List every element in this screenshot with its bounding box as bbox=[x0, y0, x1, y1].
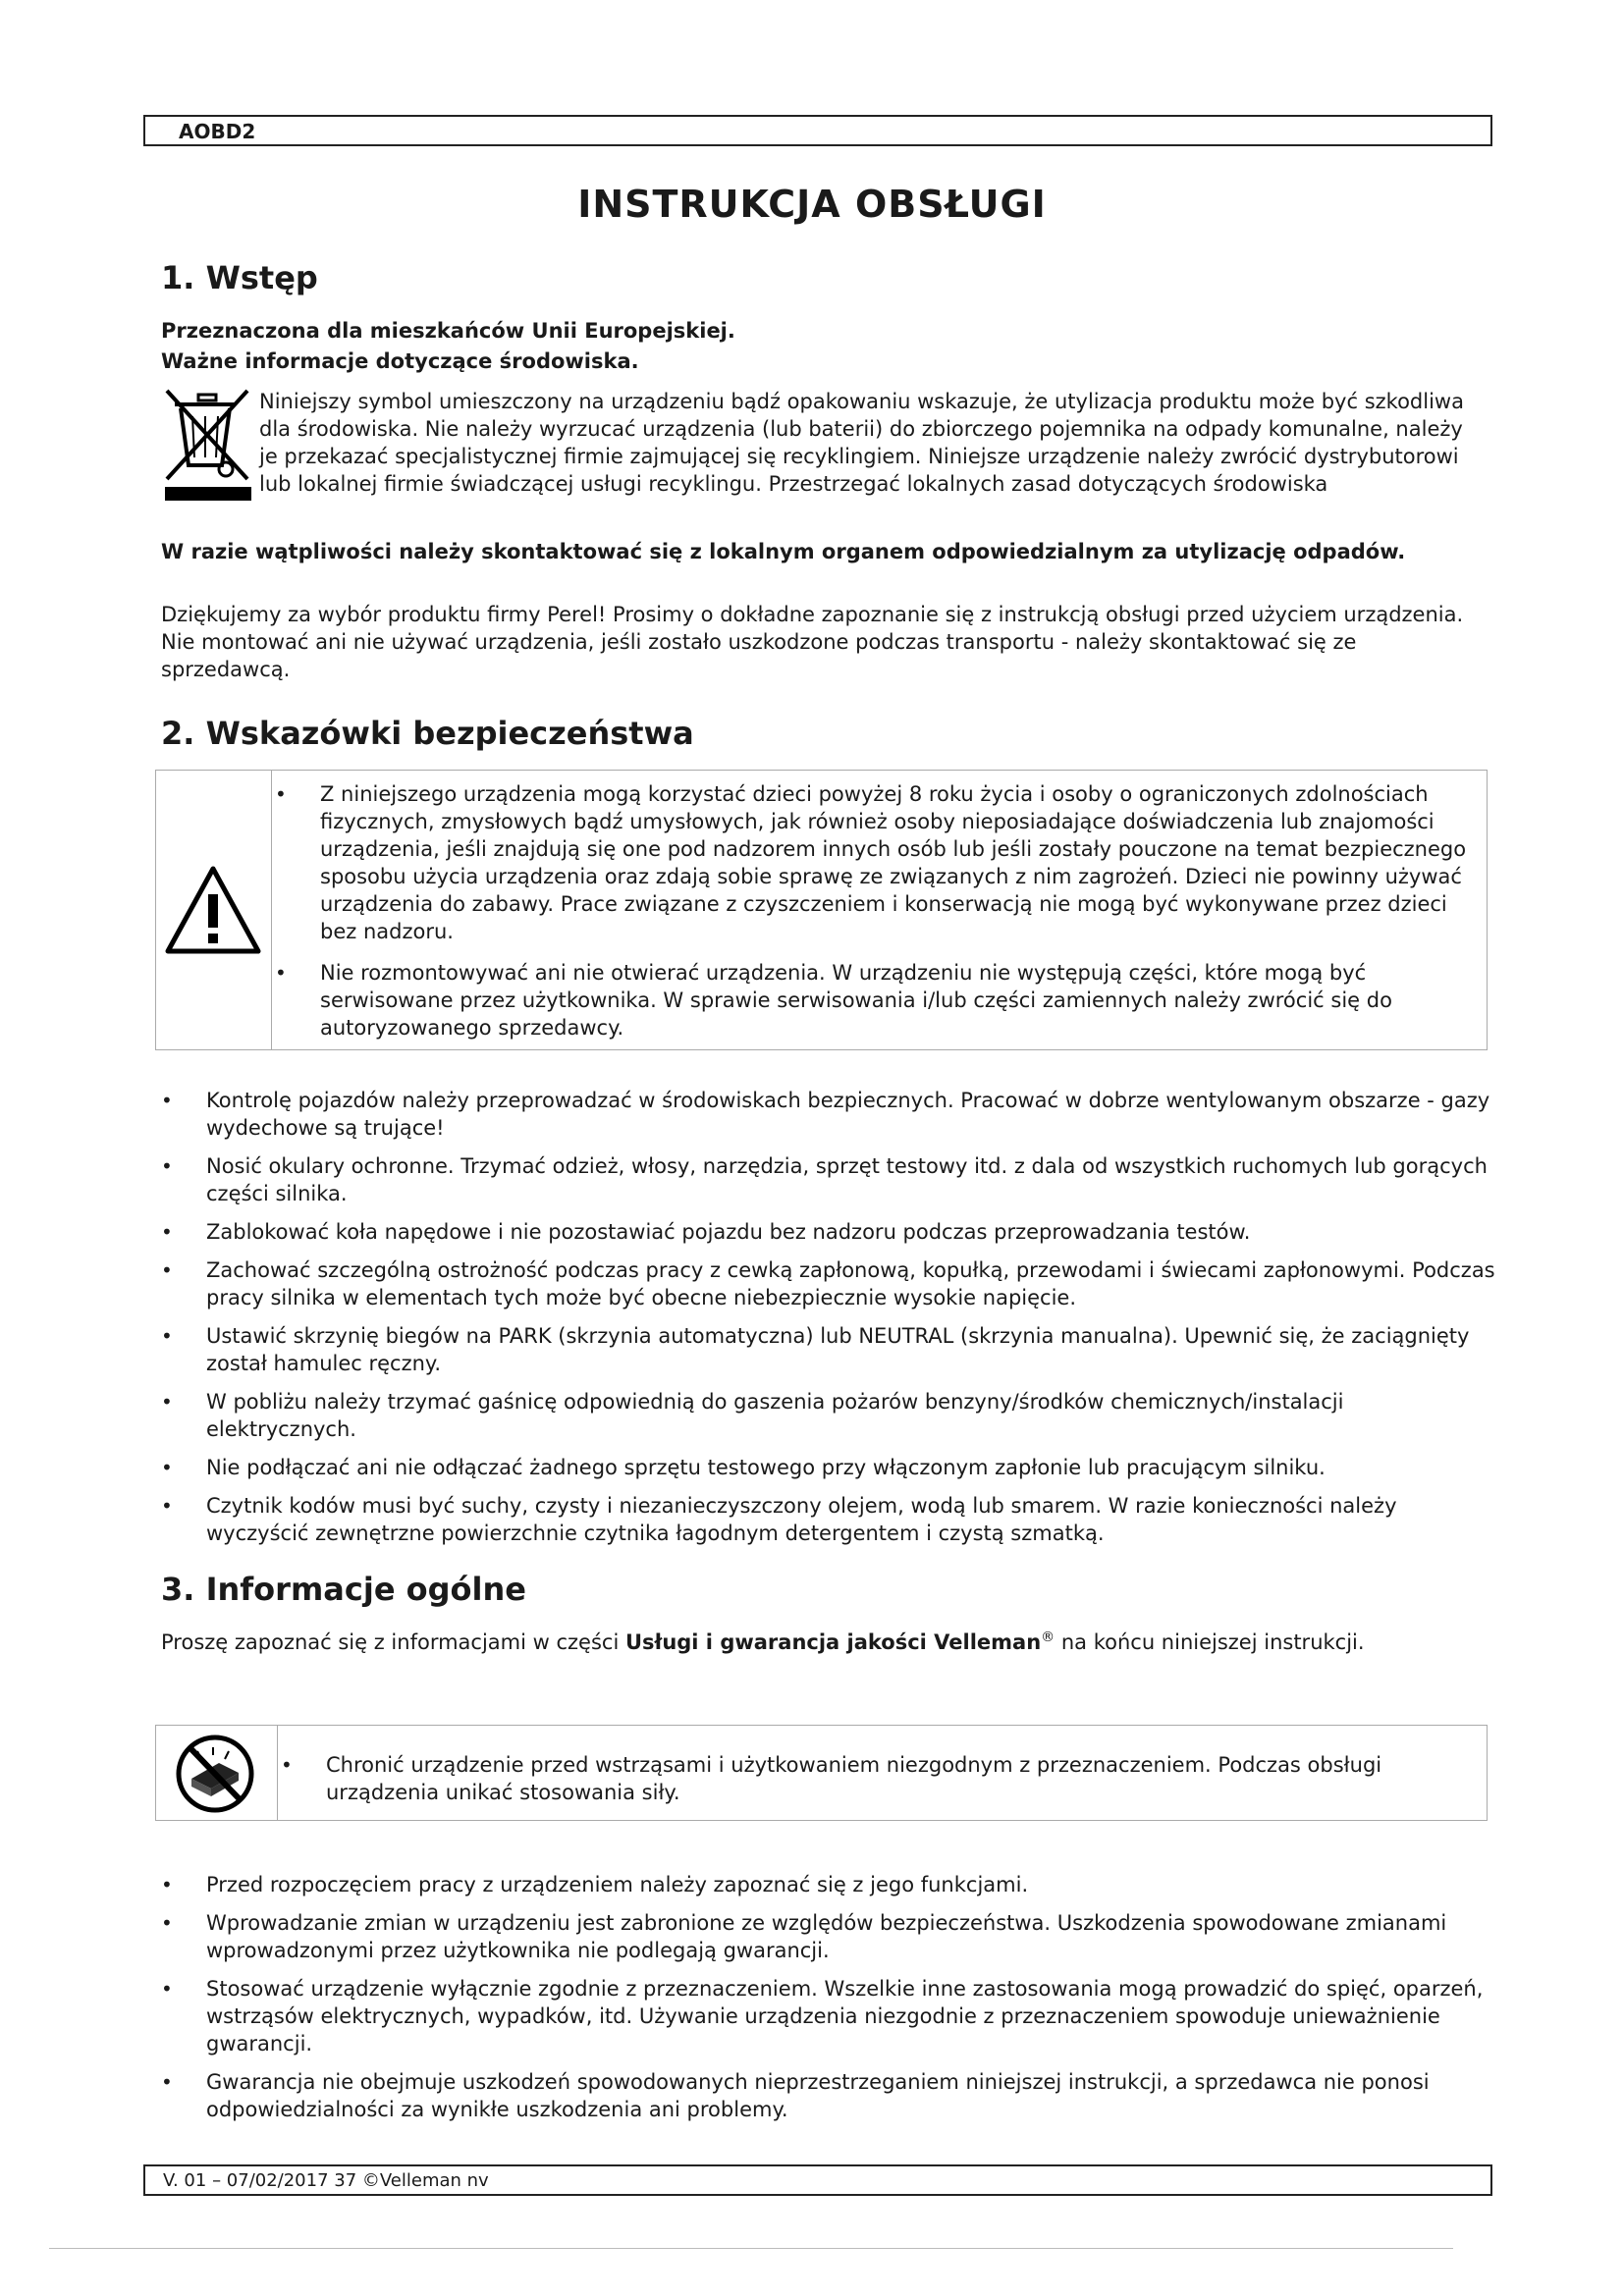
thanks-text: Dziękujemy za wybór produktu firmy Perel! Prosimy o dokładne zapoznanie się z instrukcją obsługi przed użyciem urządzenia. Nie montować ani nie używać urządzenia, jeśli zostało uszkodzone podczas transportu - należy skontaktować się ze sprzedawcą. bbox=[161, 603, 1464, 681]
no-shock-icon bbox=[168, 1734, 262, 1814]
list-item: • Czytnik kodów musi być suchy, czysty i niezanieczyszczony olejem, wodą lub smarem. W razie konieczności należy wyczyścić zewnętrzne powierzchnie czytnika łagodnym detergentem i czystą szmatką. bbox=[161, 1492, 1496, 1547]
list-item: • Ustawić skrzynię biegów na PARK (skrzynia automatyczna) lub NEUTRAL (skrzynia manualna). Upewnić się, że zaciągnięty został hamulec ręczny. bbox=[161, 1322, 1496, 1377]
list-item: • Przed rozpoczęciem pracy z urządzeniem należy zapoznać się z jego funkcjami. bbox=[161, 1871, 1496, 1898]
footer-box bbox=[143, 2164, 1492, 2196]
list-item: • Zachować szczególną ostrożność podczas pracy z cewką zapłonową, kopułką, przewodami i świecami zapłonowymi. Podczas pracy silnika w elementach tych może być obecne niebezpiecznie wysokie napięcie. bbox=[161, 1256, 1496, 1311]
safety-warning-box bbox=[155, 770, 1488, 1050]
eu-line: Przeznaczona dla mieszkańców Unii Europejskiej. bbox=[161, 319, 735, 343]
footer-text: V. 01 – 07/02/2017 37 ©Velleman nv bbox=[163, 2170, 489, 2191]
list-item: • Nosić okulary ochronne. Trzymać odzież, włosy, narzędzia, sprzęt testowy itd. z dala od wszystkich ruchomych lub gorących części silnika. bbox=[161, 1152, 1496, 1207]
section-3-heading: 3. Informacje ogólne bbox=[161, 1571, 526, 1608]
general-info-list bbox=[277, 1751, 1473, 1820]
velleman-service-link-text: Usługi i gwarancja jakości Velleman bbox=[624, 1630, 1042, 1654]
warning-item: • Z niniejszego urządzenia mogą korzystać dzieci powyżej 8 roku życia i osoby o ograniczonych zdolnościach fizycznych, zmysłowych bądź umysłowych, jak również osoby nieposiadające doświadczenia lub znajomości urządzenia, jeśli znajdują się one pod nadzorem innych osób lub jeśli zostały pouczone na temat bezpiecznego sposobu użycia urządzenia oraz zdają sobie sprawę ze związanych z nim zagrożeń. Dzieci nie powinny używać urządzenia do zabawy. Prace związane z czyszczeniem i konserwacją nie mogą być wykonywane przez dzieci bez nadzoru. bbox=[271, 780, 1473, 945]
list-item: • Gwarancja nie obejmuje uszkodzeń spowodowanych nieprzestrzeganiem niniejszej instrukcji, a sprzedawca nie ponosi odpowiedzialności za wynikłe uszkodzenia ani problemy. bbox=[161, 2068, 1496, 2123]
environment-line: Ważne informacje dotyczące środowiska. bbox=[161, 349, 639, 373]
header-box bbox=[143, 115, 1492, 146]
general-info-box bbox=[155, 1725, 1488, 1821]
bottom-rule bbox=[49, 2248, 1453, 2249]
doubt-text: W razie wątpliwości należy skontaktować się z lokalnym organem odpowiedzialnym za utylizację odpadów. bbox=[161, 540, 1406, 563]
section-1-heading: 1. Wstęp bbox=[161, 259, 318, 296]
section-2-heading: 2. Wskazówki bezpieczeństwa bbox=[161, 715, 694, 752]
list-item: • Kontrolę pojazdów należy przeprowadzać w środowiskach bezpiecznych. Pracować w dobrze wentylowanym obszarze - gazy wydechowe są trujące! bbox=[161, 1087, 1496, 1142]
weee-bin-icon bbox=[161, 385, 255, 501]
list-item: • W pobliżu należy trzymać gaśnicę odpowiednią do gaszenia pożarów benzyny/środków chemicznych/instalacji elektrycznych. bbox=[161, 1388, 1496, 1443]
warning-item: • Nie rozmontowywać ani nie otwierać urządzenia. W urządzeniu nie występują części, które mogą być serwisowane przez użytkownika. W sprawie serwisowania i/lub części zamiennych należy zwrócić się do autoryzowanego sprzedawcy. bbox=[271, 959, 1473, 1041]
weee-text: Niniejszy symbol umieszczony na urządzeniu bądź opakowaniu wskazuje, że utylizacja produktu może być szkodliwa dla środowiska. Nie należy wyrzucać urządzenia (lub baterii) do zbiorczego pojemnika na odpady komunalne, należy je przekazać specjalistycznej firmie zajmującej się recyklingiem. Niniejsze urządzenie należy zwrócić dystrybutorowi lub lokalnej firmie świadczącej usługi recyklingu. Przestrzegać lokalnych zasad dotyczących środowiska bbox=[259, 390, 1464, 496]
list-item: • Zablokować koła napędowe i nie pozostawiać pojazdu bez nadzoru podczas przeprowadzania testów. bbox=[161, 1218, 1496, 1246]
general-info-intro: Proszę zapoznać się z informacjami w części Usługi i gwarancja jakości Velleman® na końcu niniejszej instrukcji. bbox=[161, 1629, 1365, 1654]
list-item: • Wprowadzanie zmian w urządzeniu jest zabronione ze względów bezpieczeństwa. Uszkodzenia spowodowane zmianami wprowadzonymi przez użytkownika nie podlegają gwarancji. bbox=[161, 1909, 1496, 1964]
list-item: • Stosować urządzenie wyłącznie zgodnie z przeznaczeniem. Wszelkie inne zastosowania mogą prowadzić do spięć, oparzeń, wstrząsów elektrycznych, wypadków, itd. Używanie urządzenia niezgodnie z przeznaczeniem spowoduje unieważnienie gwarancji. bbox=[161, 1975, 1496, 2057]
list-item: • Nie podłączać ani nie odłączać żadnego sprzętu testowego przy włączonym zapłonie lub pracującym silniku. bbox=[161, 1454, 1496, 1481]
warning-list bbox=[271, 780, 1473, 1055]
document-title: INSTRUKCJA OBSŁUGI bbox=[577, 183, 1047, 226]
safety-bullet-list bbox=[161, 1087, 1496, 1558]
warning-triangle-icon bbox=[164, 865, 262, 955]
general-bullet-list bbox=[161, 1871, 1496, 2134]
product-code: AOBD2 bbox=[179, 120, 256, 143]
info-item: • Chronić urządzenie przed wstrząsami i użytkowaniem niezgodnym z przeznaczeniem. Podczas obsługi urządzenia unikać stosowania siły. bbox=[277, 1751, 1473, 1806]
